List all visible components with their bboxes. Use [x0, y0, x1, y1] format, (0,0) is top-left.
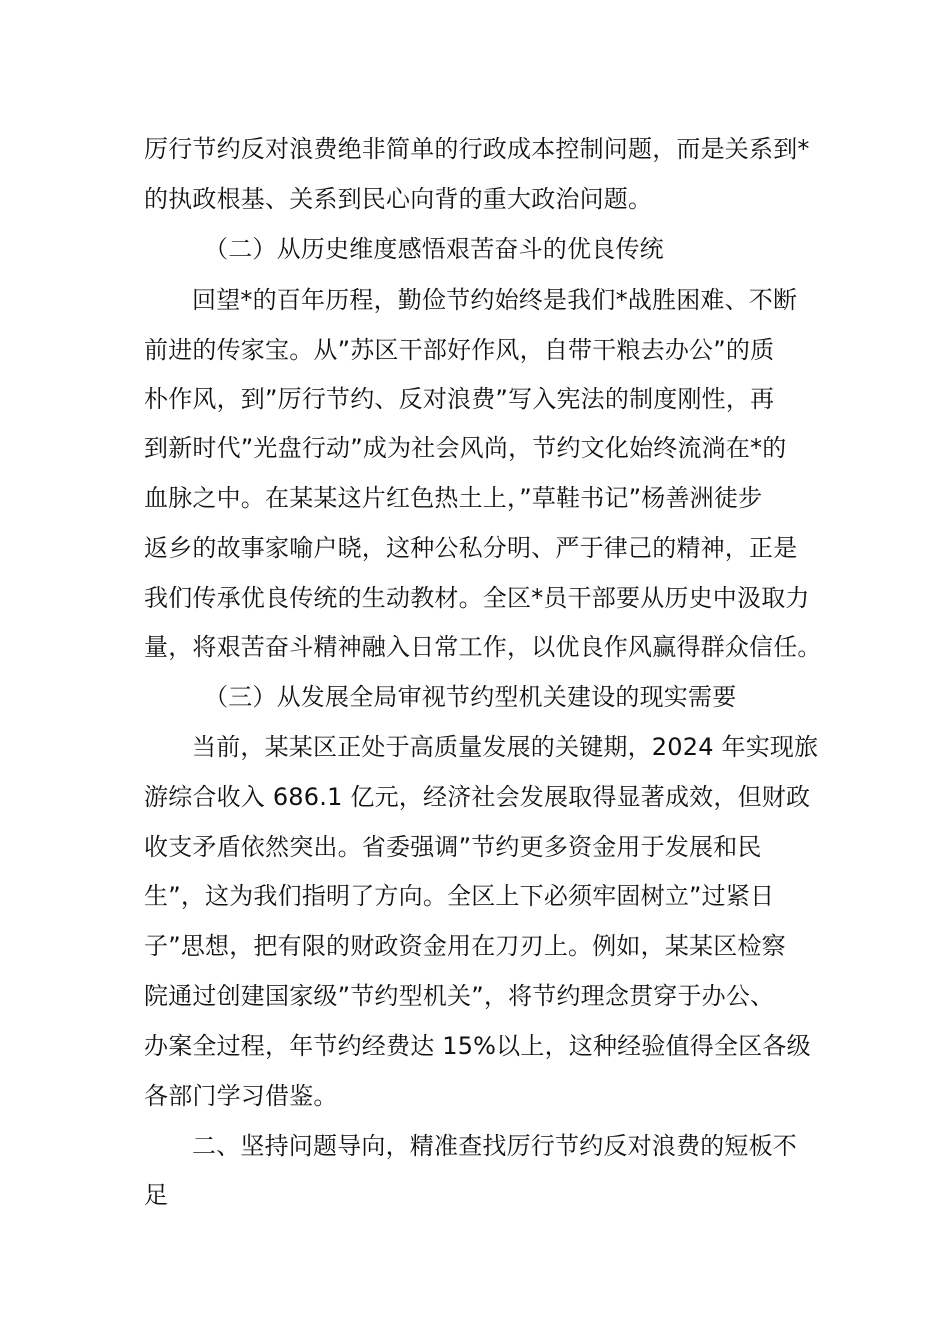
paragraph-line: 量，将艰苦奋斗精神融入日常工作，以优良作风赢得群众信任。	[144, 633, 822, 661]
paragraph-line: 子”思想，把有限的财政资金用在刀刃上。例如，某某区检察	[144, 932, 786, 960]
paragraph-line: 朴作风，到”厉行节约、反对浪费”写入宪法的制度刚性，再	[144, 385, 775, 413]
paragraph-line: 厉行节约反对浪费绝非简单的行政成本控制问题，而是关系到*	[144, 135, 810, 163]
paragraph-line: 收支矛盾依然突出。省委强调”节约更多资金用于发展和民	[144, 833, 762, 861]
paragraph-line: 办案全过程，年节约经费达 15%以上，这种经验值得全区各级	[144, 1032, 811, 1060]
paragraph-line: 返乡的故事家喻户晓，这种公私分明、严于律己的精神，正是	[144, 534, 798, 562]
section-heading: （二）从历史维度感悟艰苦奋斗的优良传统	[204, 235, 664, 263]
paragraph-line: 各部门学习借鉴。	[144, 1082, 338, 1110]
paragraph-line: 回望*的百年历程，勤俭节约始终是我们*战胜困难、不断	[192, 286, 798, 314]
paragraph-line: 当前，某某区正处于高质量发展的关键期，2024 年实现旅	[192, 733, 819, 761]
paragraph-line: 前进的传家宝。从”苏区干部好作风，自带干粮去办公”的质	[144, 336, 775, 364]
paragraph-line: 院通过创建国家级”节约型机关”，将节约理念贯穿于办公、	[144, 982, 775, 1010]
paragraph-line: 我们传承优良传统的生动教材。全区*员干部要从历史中汲取力	[144, 584, 810, 612]
paragraph-line: 的执政根基、关系到民心向背的重大政治问题。	[144, 185, 653, 213]
section-heading: （三）从发展全局审视节约型机关建设的现实需要	[204, 683, 737, 711]
paragraph-line: 到新时代”光盘行动”成为社会风尚，节约文化始终流淌在*的	[144, 434, 787, 462]
section-heading-continuation: 足	[144, 1181, 169, 1209]
paragraph-line: 游综合收入 686.1 亿元，经济社会发展取得显著成效，但财政	[144, 783, 811, 811]
paragraph-line: 血脉之中。在某某这片红色热土上，”草鞋书记”杨善洲徒步	[144, 484, 763, 512]
section-heading: 二、坚持问题导向，精准查找厉行节约反对浪费的短板不	[192, 1132, 797, 1160]
paragraph-line: 生”，这为我们指明了方向。全区上下必须牢固树立”过紧日	[144, 882, 775, 910]
